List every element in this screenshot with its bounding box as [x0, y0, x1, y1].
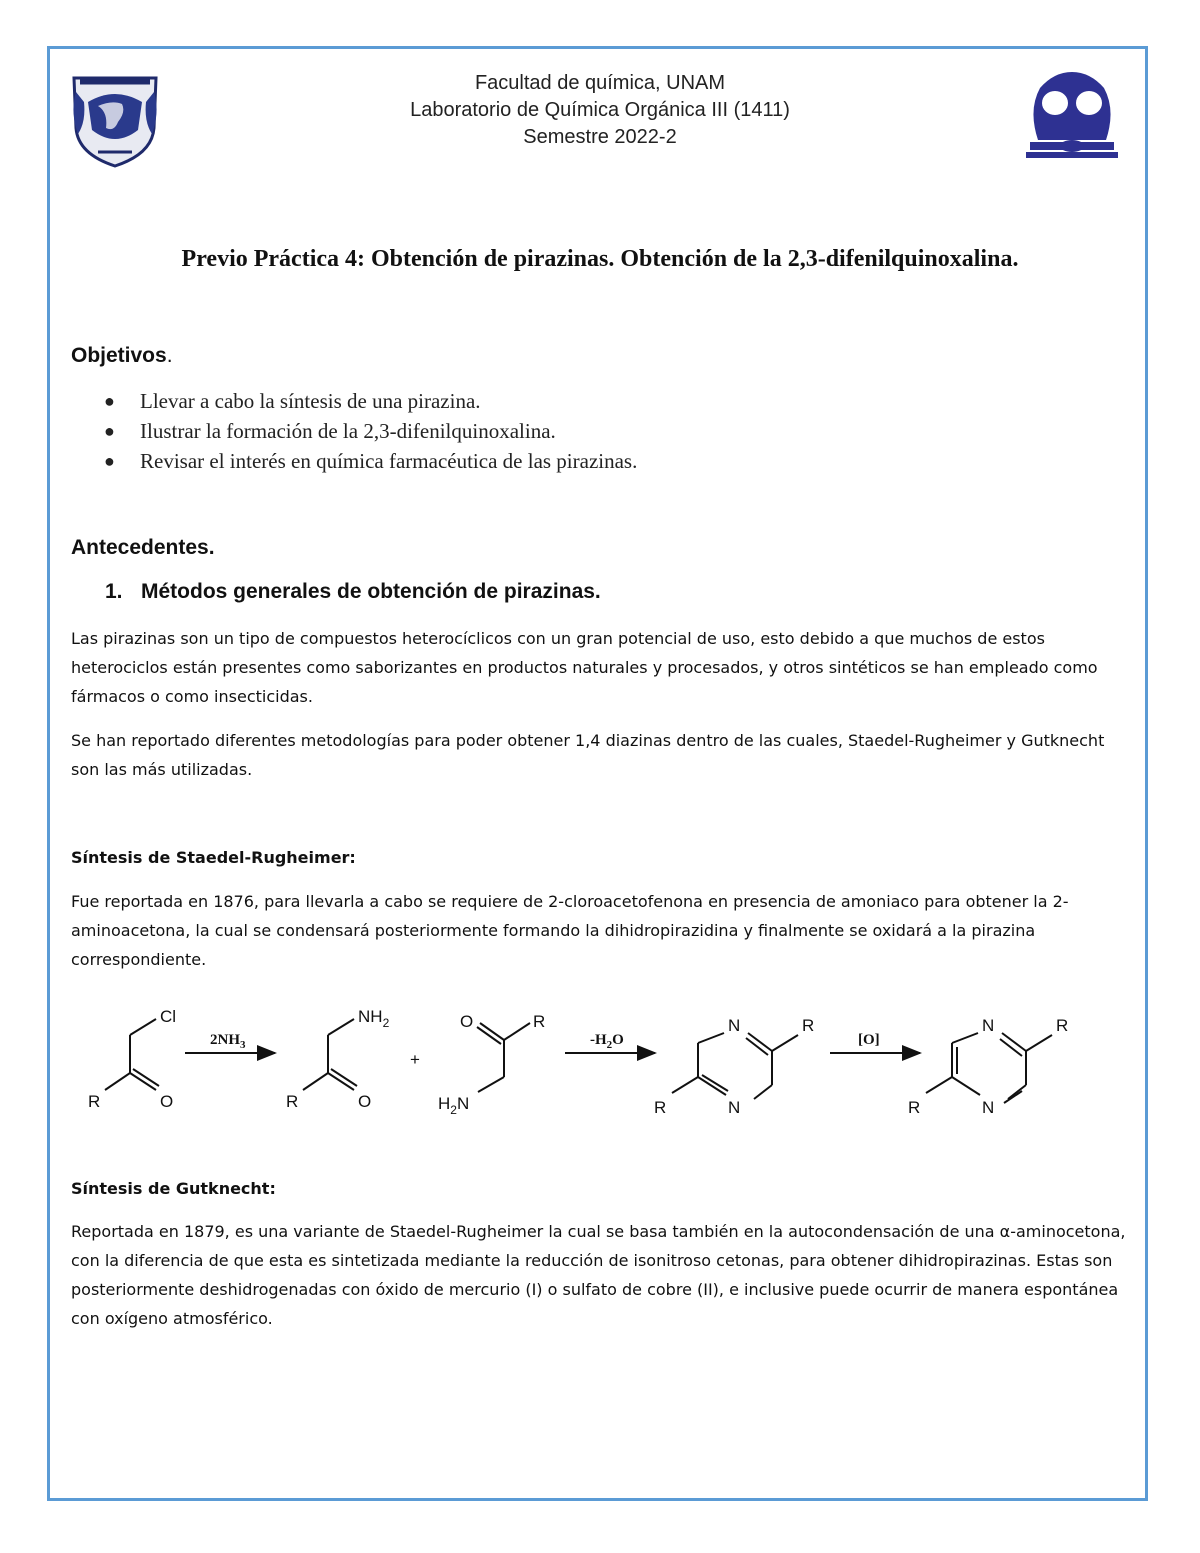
- oxygen-label: O: [160, 1092, 174, 1111]
- header-semester: Semestre 2022-2: [523, 126, 677, 148]
- header-lab: Laboratorio de Química Orgánica III (1411): [410, 99, 790, 121]
- section-title: Métodos generales de obtención de pirazinas.: [141, 580, 601, 603]
- r-label: R: [654, 1098, 667, 1117]
- reagent-water: [590, 1032, 624, 1051]
- bullet-icon: ●: [104, 421, 115, 441]
- r-label: R: [908, 1098, 921, 1117]
- nitrogen-label: N: [728, 1098, 741, 1117]
- reagent-water-text: -H: [590, 1032, 607, 1048]
- amine-label: [358, 1007, 390, 1030]
- reagent-oxidant: [O]: [858, 1032, 880, 1048]
- reagent-ammonia: [210, 1032, 246, 1051]
- amine-h-sub: 2: [450, 1103, 457, 1117]
- unam-crest-logo: [68, 72, 162, 168]
- r-label: R: [533, 1012, 546, 1031]
- paragraph-metodologias: Se han reportado diferentes metodologías para poder obtener 1,4 diazinas dentro de las cuales, Staedel-Rugheimer y Gutknecht son las más utilizadas.: [71, 731, 1105, 779]
- gutknecht-heading: Síntesis de Gutknecht:: [71, 1179, 276, 1198]
- gutknecht-paragraph: Reportada en 1879, es una variante de Staedel-Rugheimer la cual se basa también en la autocondensación de una α-aminocetona, con la diferencia de que esta es sintetizada mediante la reducción de isonitroso cetonas, para obtener dihidropirazinas. Estas son posteriormente deshidrogenadas con óxido de mercurio (I) o sulfato de cobre (II), e inclusive puede ocurrir de manera espontánea con oxígeno atmosférico.: [71, 1222, 1126, 1328]
- header: [300, 70, 900, 151]
- header-faculty: Facultad de química, UNAM: [474, 72, 726, 94]
- r-label: R: [88, 1092, 101, 1111]
- section-heading: [105, 580, 601, 604]
- list-item: [100, 416, 637, 446]
- bullet-icon: ●: [104, 391, 115, 411]
- objetivo-text: Ilustrar la formación de la 2,3-difenilquinoxalina.: [140, 419, 556, 443]
- amine-n: N: [456, 1094, 470, 1113]
- reaction-scheme: [60, 995, 1150, 1135]
- amine-sub: 2: [382, 1016, 390, 1030]
- oxygen-label: O: [358, 1092, 372, 1111]
- objetivos-heading-text: Objetivos: [71, 344, 167, 367]
- oxygen-label: O: [460, 1012, 474, 1031]
- nitrogen-label: N: [982, 1016, 995, 1035]
- objetivos-list: [100, 386, 637, 476]
- facultad-quimica-logo: [1024, 70, 1120, 162]
- reagent-water-sub: 2: [606, 1039, 613, 1051]
- antecedentes-heading: Antecedentes.: [71, 536, 215, 559]
- objetivos-heading: Objetivos.: [71, 344, 173, 367]
- r-label: R: [286, 1092, 299, 1111]
- paragraph-pirazinas: Las pirazinas son un tipo de compuestos heterocíclicos con un gran potencial de uso, esto debido a que muchos de estos heterociclos están presentes como saborizantes en productos naturales y procesados, y otros sintéticos se han empleado como fármacos o como insecticidas.: [71, 629, 1098, 706]
- reagent-ammonia-sub: 3: [240, 1039, 246, 1051]
- r-label: R: [802, 1016, 815, 1035]
- plus-sign: +: [410, 1050, 420, 1069]
- bullet-icon: ●: [104, 451, 115, 471]
- objetivo-text: Llevar a cabo la síntesis de una pirazina.: [140, 389, 481, 413]
- chloro-label: Cl: [160, 1007, 177, 1026]
- r-label: R: [1056, 1016, 1069, 1035]
- amine-h: H: [438, 1094, 451, 1113]
- reagent-water-tail: O: [612, 1032, 624, 1048]
- nitrogen-label: N: [728, 1016, 741, 1035]
- objetivo-text: Revisar el interés en química farmacéutica de las pirazinas.: [140, 449, 638, 473]
- list-item: [100, 446, 637, 476]
- section-number: 1.: [105, 580, 123, 603]
- reagent-ammonia-text: 2NH: [210, 1032, 240, 1048]
- staedel-heading: Síntesis de Staedel-Rugheimer:: [71, 848, 356, 867]
- document-title: Previo Práctica 4: Obtención de pirazinas. Obtención de la 2,3-difenilquinoxalina.: [181, 246, 1019, 272]
- amine-text: NH: [358, 1007, 383, 1026]
- list-item: [100, 386, 637, 416]
- staedel-paragraph: Fue reportada en 1876, para llevarla a cabo se requiere de 2-cloroacetofenona en presencia de amoniaco para obtener la 2-aminoacetona, la cual se condensará posteriormente formando la dihidropirazidina y finalmente se oxidará a la pirazina correspondiente.: [71, 892, 1069, 969]
- nitrogen-label: N: [982, 1098, 995, 1117]
- amine-label: [438, 1094, 469, 1117]
